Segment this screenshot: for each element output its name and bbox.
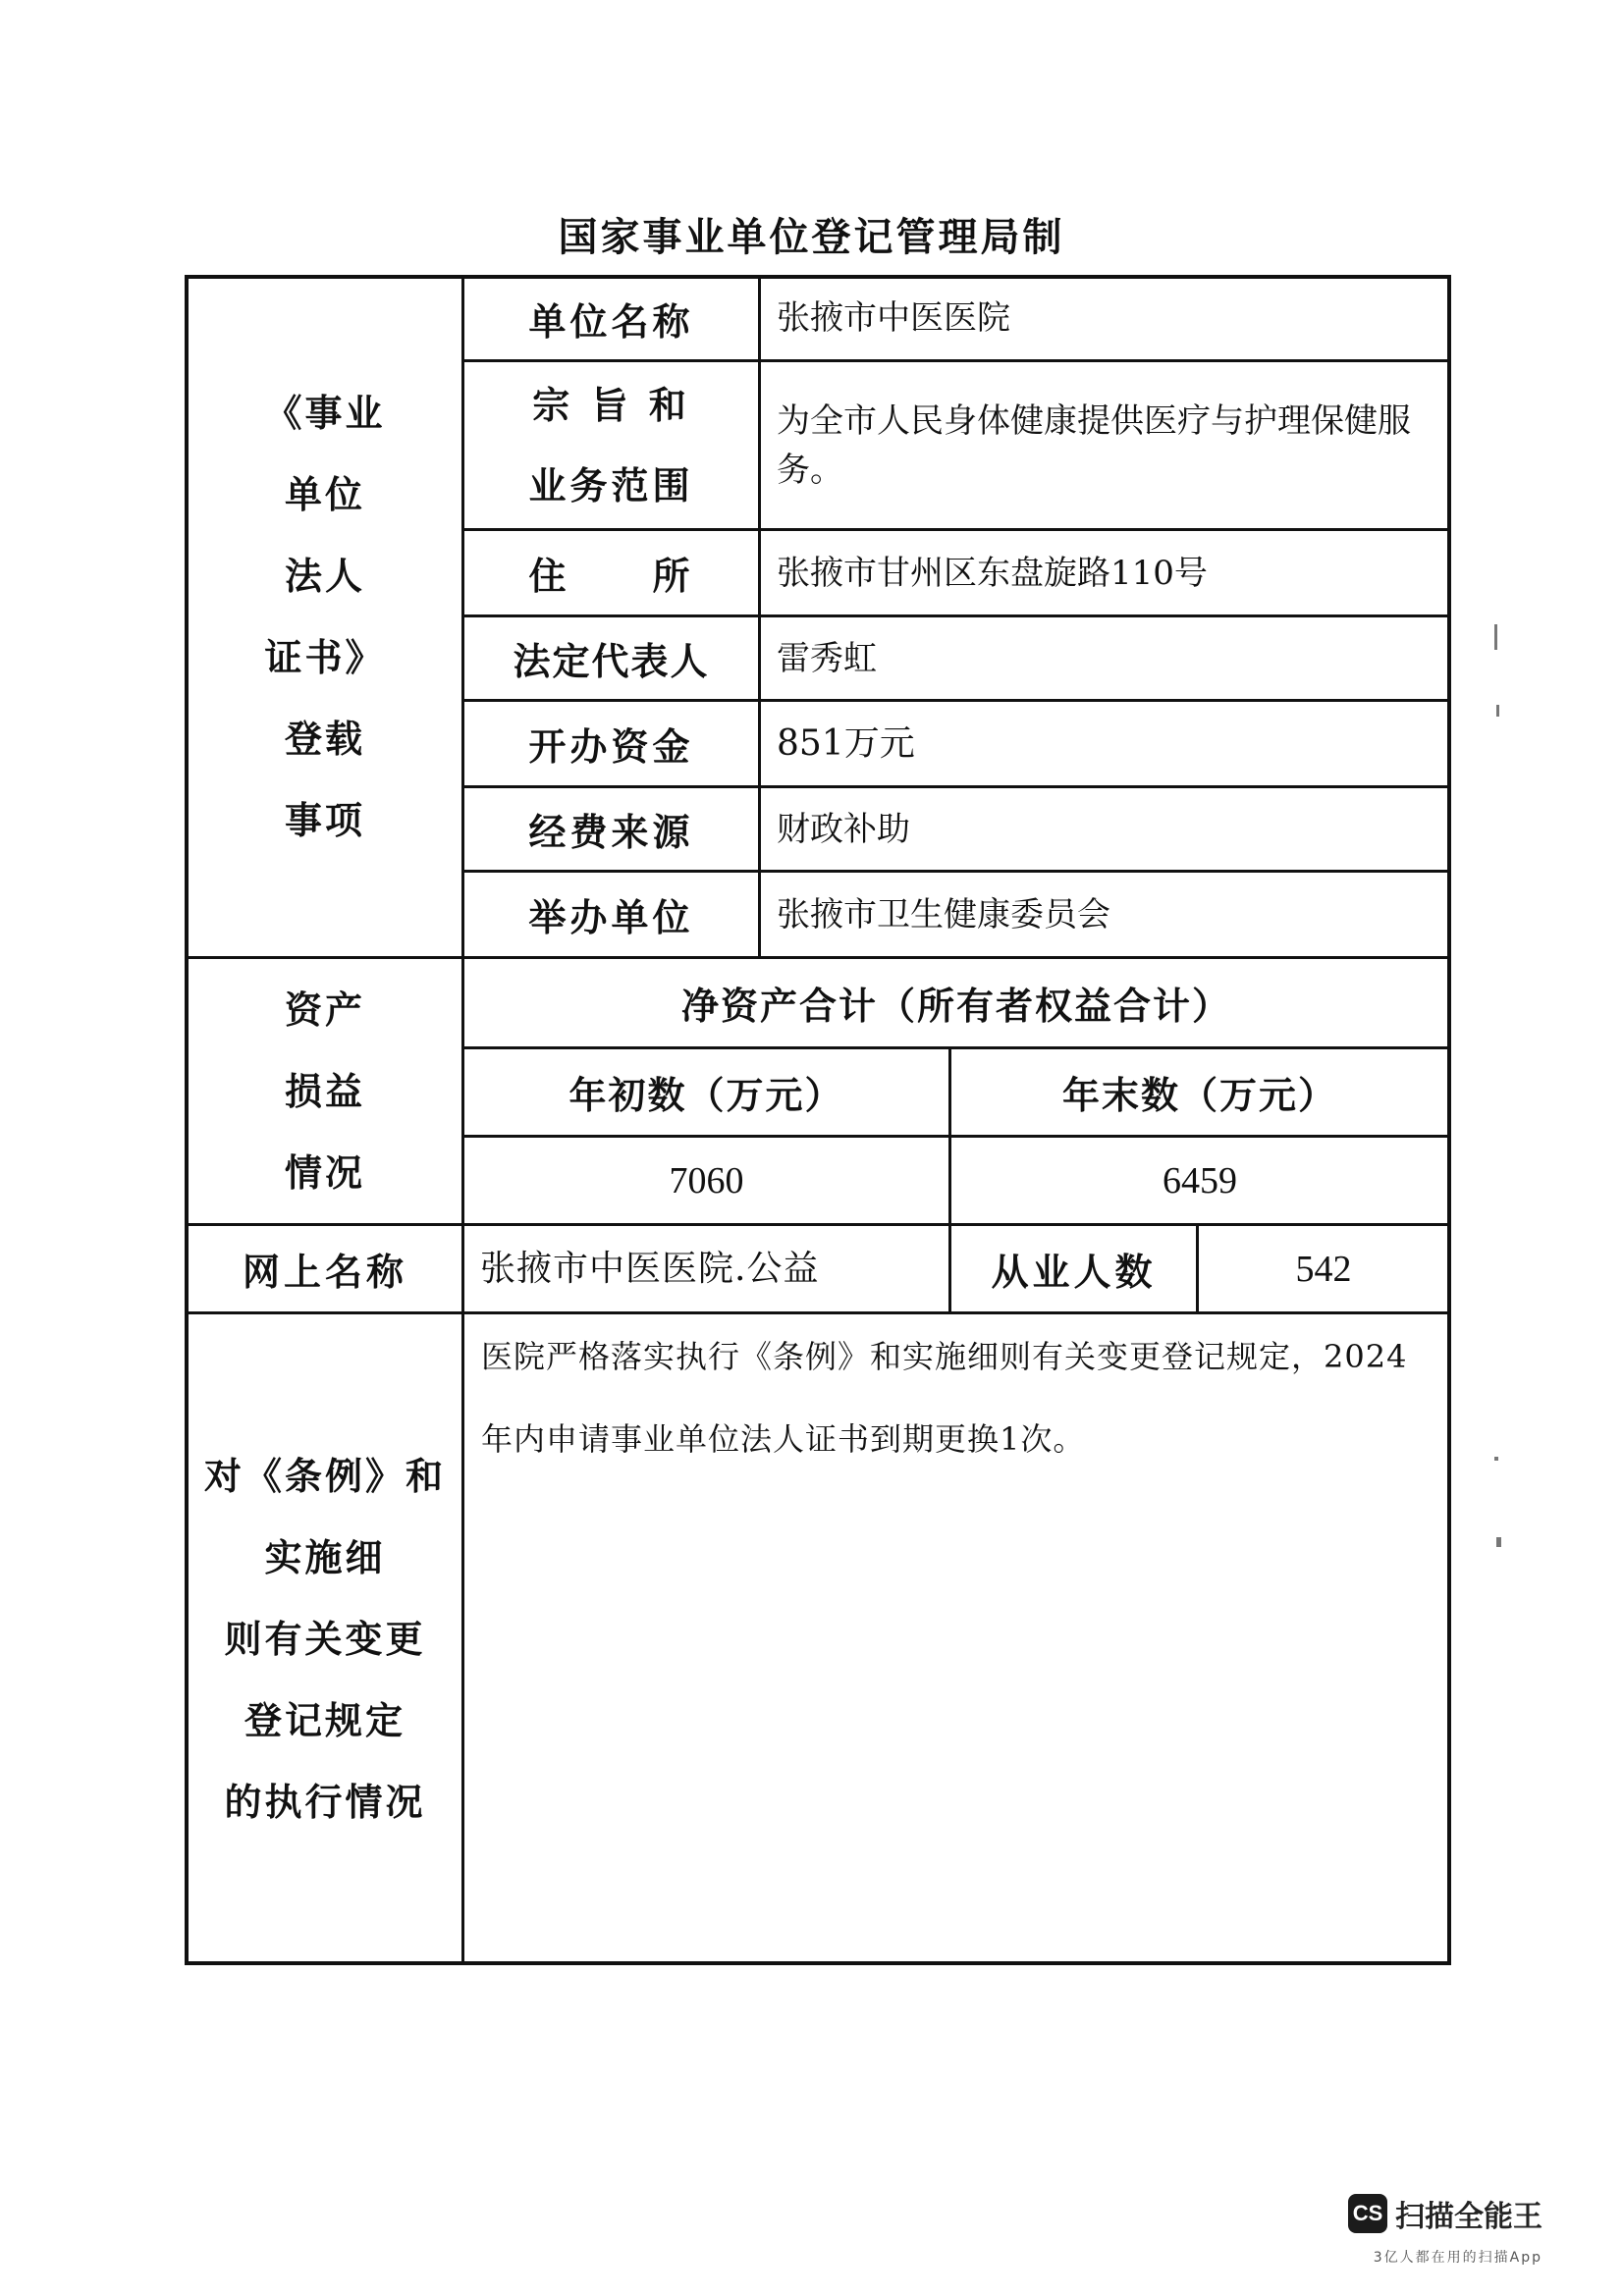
purpose-scope-value: 为全市人民身体健康提供医疗与护理保健服务。 (777, 400, 1411, 490)
section-label-line: 事项 (284, 798, 365, 842)
unit-name-label: 单位名称 (528, 298, 694, 344)
purpose-scope-label-line: 宗 旨 和 (532, 382, 690, 427)
assets-section-label (189, 959, 461, 1223)
scanner-app-name: 扫描全能王 (1395, 2200, 1542, 2234)
sponsor-unit-value: 张掖市卫生健康委员会 (777, 894, 1110, 934)
section-label-line: 单位 (284, 472, 365, 516)
startup-capital-value: 851万元 (777, 722, 915, 764)
purpose-scope-label-line: 业务范围 (528, 462, 694, 507)
net-assets-heading: 净资产合计（所有者权益合计） (680, 984, 1231, 1028)
staff-count-label: 从业人数 (991, 1250, 1157, 1294)
scanner-watermark (1348, 2192, 1542, 2235)
registration-section-label (189, 277, 461, 956)
scanner-tagline: 3亿人都在用的扫描App (1373, 2250, 1542, 2266)
section-label-line: 登记规定 (243, 1697, 406, 1742)
address-label: 住 所 (528, 554, 694, 598)
funding-source-label: 经费来源 (528, 810, 694, 854)
unit-name-value: 张掖市中医医院 (777, 298, 1010, 338)
legal-representative-label: 法定代表人 (513, 639, 710, 683)
end-of-year-label: 年末数（万元） (1061, 1073, 1337, 1117)
legal-representative-value: 雷秀虹 (777, 638, 877, 678)
section-label-line: 损益 (284, 1069, 365, 1113)
section-label-line: 法人 (284, 554, 365, 598)
funding-source-value: 财政补助 (777, 809, 910, 849)
startup-capital-label: 开办资金 (528, 724, 694, 769)
section-label-line: 情况 (284, 1150, 365, 1195)
compliance-section-label (189, 1314, 461, 1962)
section-label-line: 的执行情况 (224, 1779, 426, 1824)
scan-mark (1494, 1457, 1498, 1461)
scanner-logo-icon: CS (1348, 2194, 1387, 2233)
section-label-line: 登载 (284, 717, 365, 761)
section-label-line: 实施细 (264, 1534, 386, 1579)
section-label-line: 资产 (284, 988, 365, 1032)
end-of-year-value: 6459 (1163, 1159, 1237, 1201)
section-label-line: 《事业 (264, 391, 386, 435)
address-value: 张掖市甘州区东盘旋路110号 (777, 553, 1208, 593)
online-name-value: 张掖市中医医院.公益 (480, 1248, 820, 1289)
section-label-line: 对《条例》和 (203, 1453, 446, 1498)
online-name-label: 网上名称 (242, 1250, 407, 1294)
page-title: 国家事业单位登记管理局制 (558, 214, 1065, 260)
start-of-year-label: 年初数（万元） (568, 1073, 844, 1117)
start-of-year-value: 7060 (669, 1159, 744, 1201)
sponsor-unit-label: 举办单位 (528, 895, 694, 939)
staff-count-value: 542 (1295, 1248, 1352, 1290)
section-label-line: 则有关变更 (224, 1616, 426, 1661)
scan-mark (1494, 624, 1497, 650)
section-label-line: 证书》 (264, 635, 386, 679)
scan-mark (1496, 1537, 1501, 1547)
scan-mark (1496, 705, 1499, 717)
compliance-text: 医院严格落实执行《条例》和实施细则有关变更登记规定，2024年内申请事业单位法人证书到期更换1次。 (481, 1338, 1408, 1458)
purpose-scope-label (464, 362, 758, 528)
